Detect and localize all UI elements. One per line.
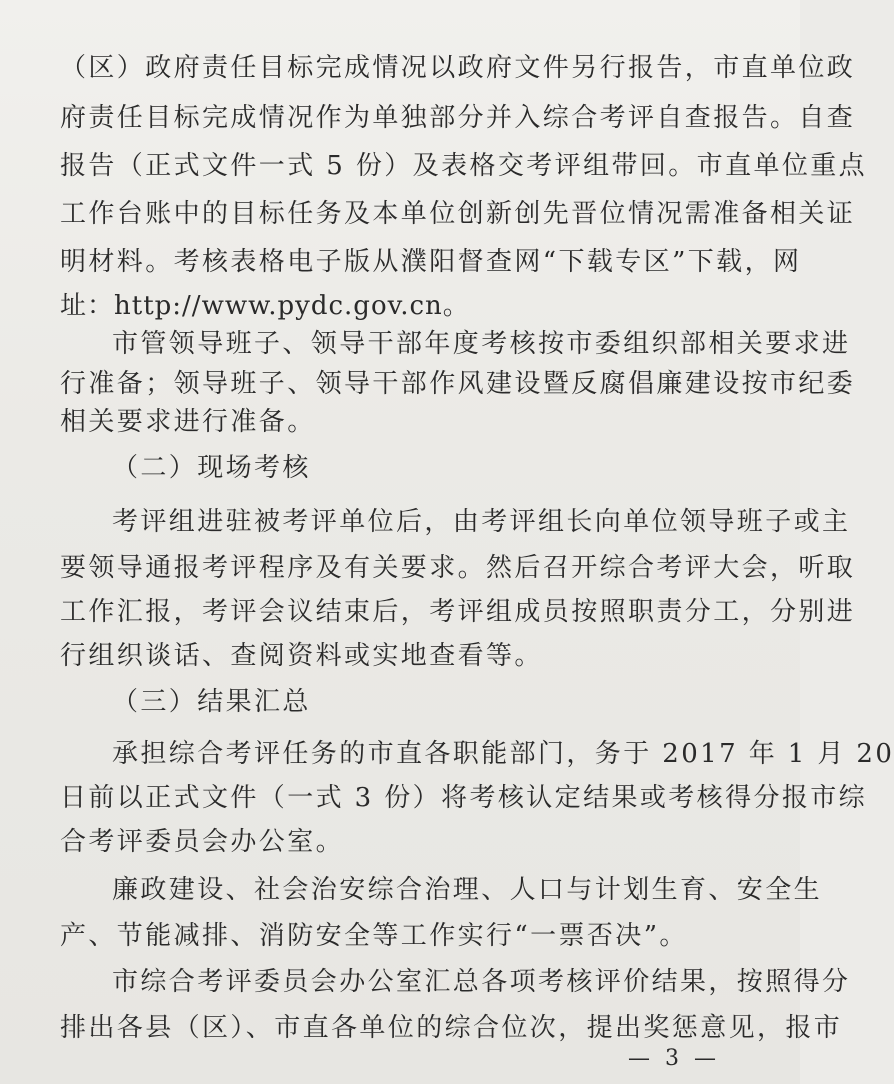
section-heading-onsite-review: （二）现场考核 — [112, 453, 311, 483]
paragraph-line: 相关要求进行准备。 — [60, 407, 316, 437]
paragraph-line: 产、节能减排、消防安全等工作实行“一票否决”。 — [60, 921, 688, 951]
website-url-line: 址：http://www.pydc.gov.cn。 — [60, 291, 470, 321]
paragraph-line: 考评组进驻被考评单位后，由考评组长向单位领导班子或主 — [112, 507, 851, 537]
paragraph-line: 要领导通报考评程序及有关要求。然后召开综合考评大会，听取 — [60, 553, 856, 583]
paragraph-line: 行准备；领导班子、领导干部作风建设暨反腐倡廉建设按市纪委 — [60, 369, 856, 399]
paragraph-line: 行组织谈话、查阅资料或实地查看等。 — [60, 641, 543, 671]
paragraph-line: 排出各县（区）、市直各单位的综合位次，提出奖惩意见，报市 — [60, 1013, 843, 1043]
paragraph-line: 市管领导班子、领导干部年度考核按市委组织部相关要求进 — [112, 329, 851, 359]
paragraph-line: 明材料。考核表格电子版从濮阳督查网“下载专区”下载，网 — [60, 247, 802, 277]
paragraph-line: 报告（正式文件一式 5 份）及表格交考评组带回。市直单位重点 — [60, 151, 868, 181]
paragraph-line: 工作汇报，考评会议结束后，考评组成员按照职责分工，分别进 — [60, 597, 856, 627]
paragraph-line: 合考评委员会办公室。 — [60, 827, 345, 857]
paragraph-line: 日前以正式文件（一式 3 份）将考核认定结果或考核得分报市综 — [60, 783, 868, 813]
page-number: — 3 — — [628, 1046, 720, 1071]
paragraph-line: （区）政府责任目标完成情况以政府文件另行报告，市直单位政 — [60, 53, 856, 83]
paragraph-line: 廉政建设、社会治安综合治理、人口与计划生育、安全生 — [112, 875, 823, 905]
paragraph-line: 市综合考评委员会办公室汇总各项考核评价结果，按照得分 — [112, 967, 851, 997]
section-heading-result-summary: （三）结果汇总 — [112, 687, 311, 717]
paragraph-line: 承担综合考评任务的市直各职能部门，务于 2017 年 1 月 20 — [112, 739, 894, 769]
paragraph-line: 工作台账中的目标任务及本单位创新创先晋位情况需准备相关证 — [60, 199, 856, 229]
paragraph-line: 府责任目标完成情况作为单独部分并入综合考评自查报告。自查 — [60, 103, 856, 133]
